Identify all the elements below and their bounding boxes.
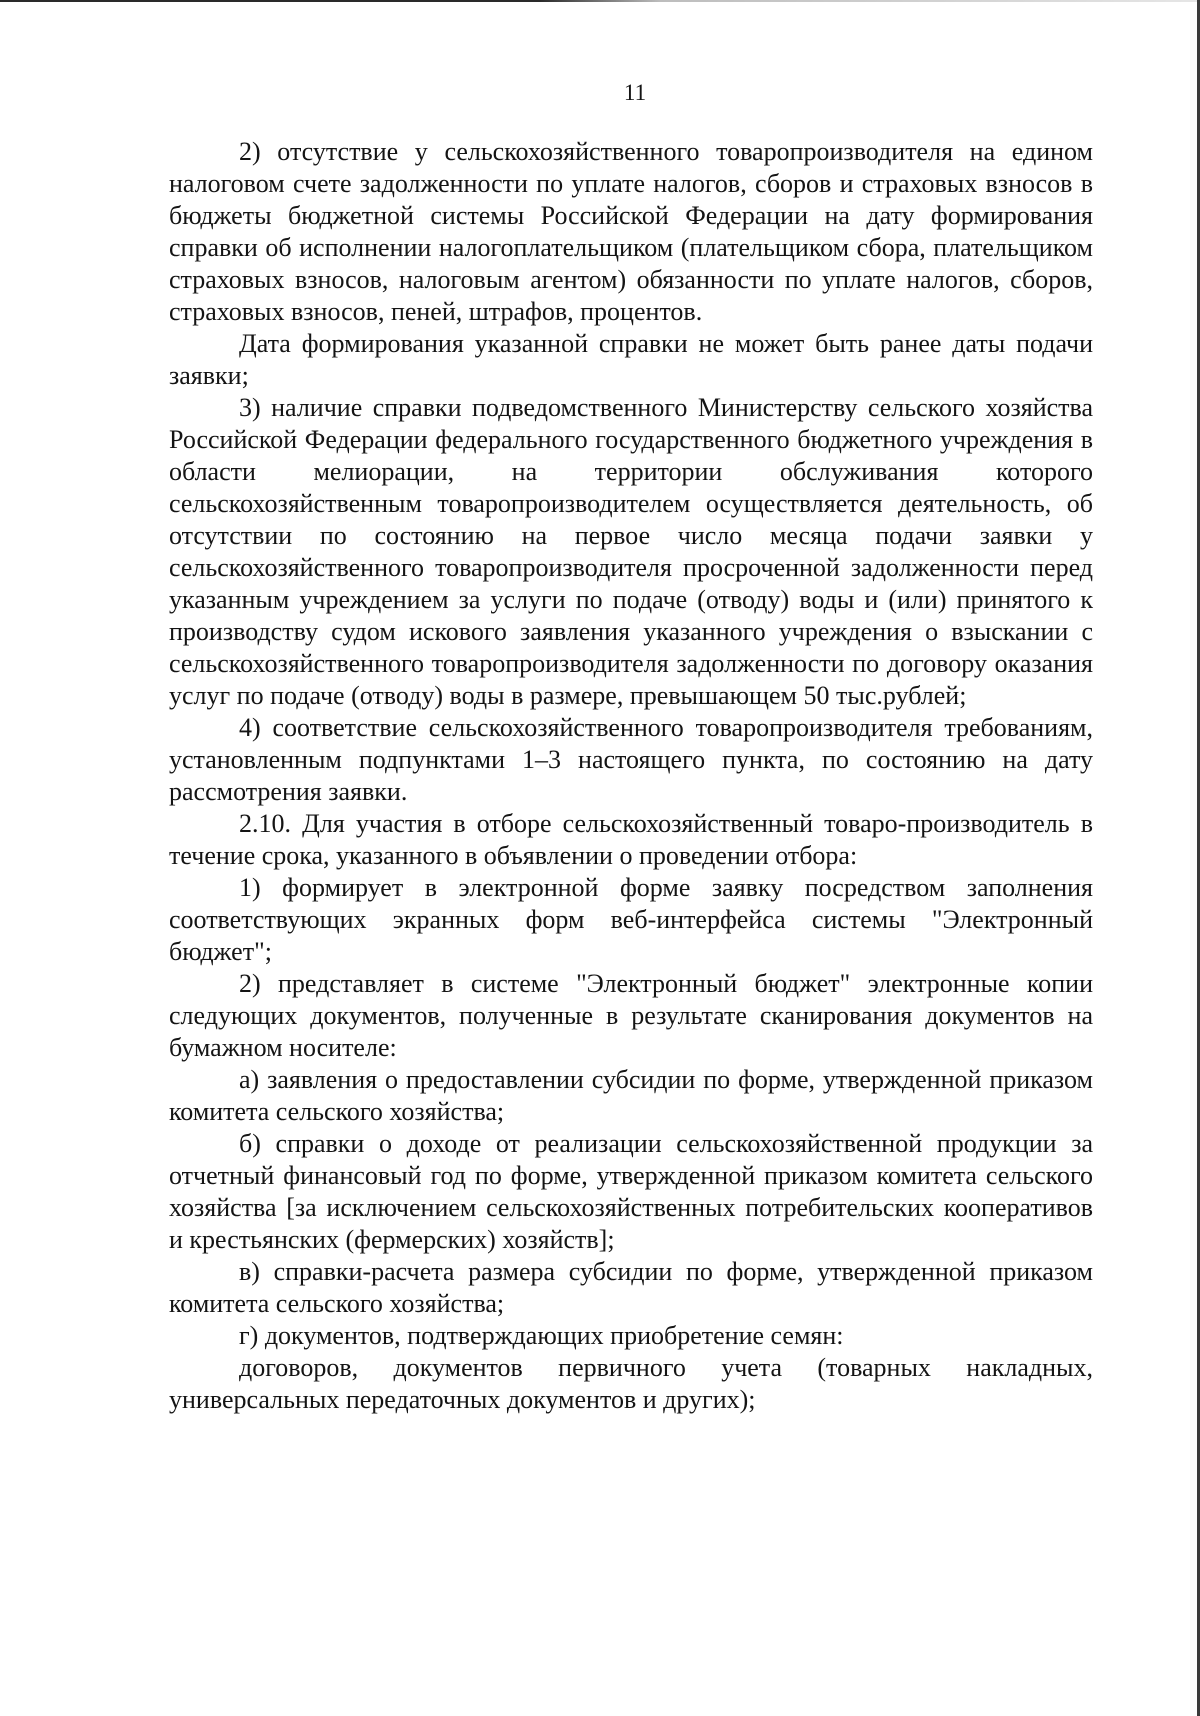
paragraph-subitem-1: 1) формирует в электронной форме заявку посредством заполнения соответствующих экранных форм веб-интерфейса системы "Электронный бюджет"; bbox=[169, 873, 1093, 966]
paragraph-subitem-2: 2) представляет в системе "Электронный бюджет" электронные копии следующих документов, полученные в результате сканирования документов на бумажном носителе: bbox=[169, 969, 1093, 1062]
paragraph-subitem-a: а) заявления о предоставлении субсидии по форме, утвержденной приказом комитета сельского хозяйства; bbox=[169, 1065, 1093, 1126]
paragraph-subitem-b: б) справки о доходе от реализации сельскохозяйственной продукции за отчетный финансовый год по форме, утвержденной приказом комитета сельского хозяйства [за исключением сельскохозяйственных потребительских кооперативов и крестьянских (фермерских) хозяйств]; bbox=[169, 1129, 1093, 1254]
paragraph-section-2-10: 2.10. Для участия в отборе сельскохозяйственный товаро-производитель в течение срока, указанного в объявлении о проведении отбора: bbox=[169, 809, 1093, 870]
scan-edge-top bbox=[0, 0, 1200, 2]
paragraph-item-2: 2) отсутствие у сельскохозяйственного товаропроизводителя на едином налоговом счете задолженности по уплате налогов, сборов и страховых взносов в бюджеты бюджетной системы Российской Федерации на дату формирования справки об исполнении налогоплательщиком (плательщиком сбора, плательщиком страховых взносов, налоговым агентом) обязанности по уплате налогов, сборов, страховых взносов, пеней, штрафов, процентов. bbox=[169, 137, 1093, 326]
paragraph-contracts: договоров, документов первичного учета (товарных накладных, универсальных передаточных документов и других); bbox=[169, 1353, 1093, 1414]
page-number: 11 bbox=[623, 80, 647, 105]
paragraph-item-3: 3) наличие справки подведомственного Министерству сельского хозяйства Российской Федерации федерального государственного бюджетного учреждения в области мелиорации, на территории обслуживания которого сельскохозяйственным товаропроизводителем осуществляется деятельность, об отсутствии по состоянию на первое число месяца подачи заявки у сельскохозяйственного товаропроизводителя просроченной задолженности перед указанным учреждением за услуги по подаче (отводу) воды и (или) принятого к производству судом искового заявления указанного учреждения о взыскании с сельскохозяйственного товаропроизводителя задолженности по договору оказания услуг по подаче (отводу) воды в размере, превышающем 50 тыс.рублей; bbox=[169, 393, 1093, 710]
body-text bbox=[169, 136, 1093, 1416]
paragraph-certificate-date: Дата формирования указанной справки не может быть ранее даты подачи заявки; bbox=[169, 329, 1093, 390]
paragraph-subitem-v: в) справки-расчета размера субсидии по форме, утвержденной приказом комитета сельского хозяйства; bbox=[169, 1257, 1093, 1318]
paragraph-item-4: 4) соответствие сельскохозяйственного товаропроизводителя требованиям, установленным подпунктами 1–3 настоящего пункта, по состоянию на дату рассмотрения заявки. bbox=[169, 713, 1093, 806]
paragraph-subitem-g: г) документов, подтверждающих приобретение семян: bbox=[239, 1321, 844, 1350]
